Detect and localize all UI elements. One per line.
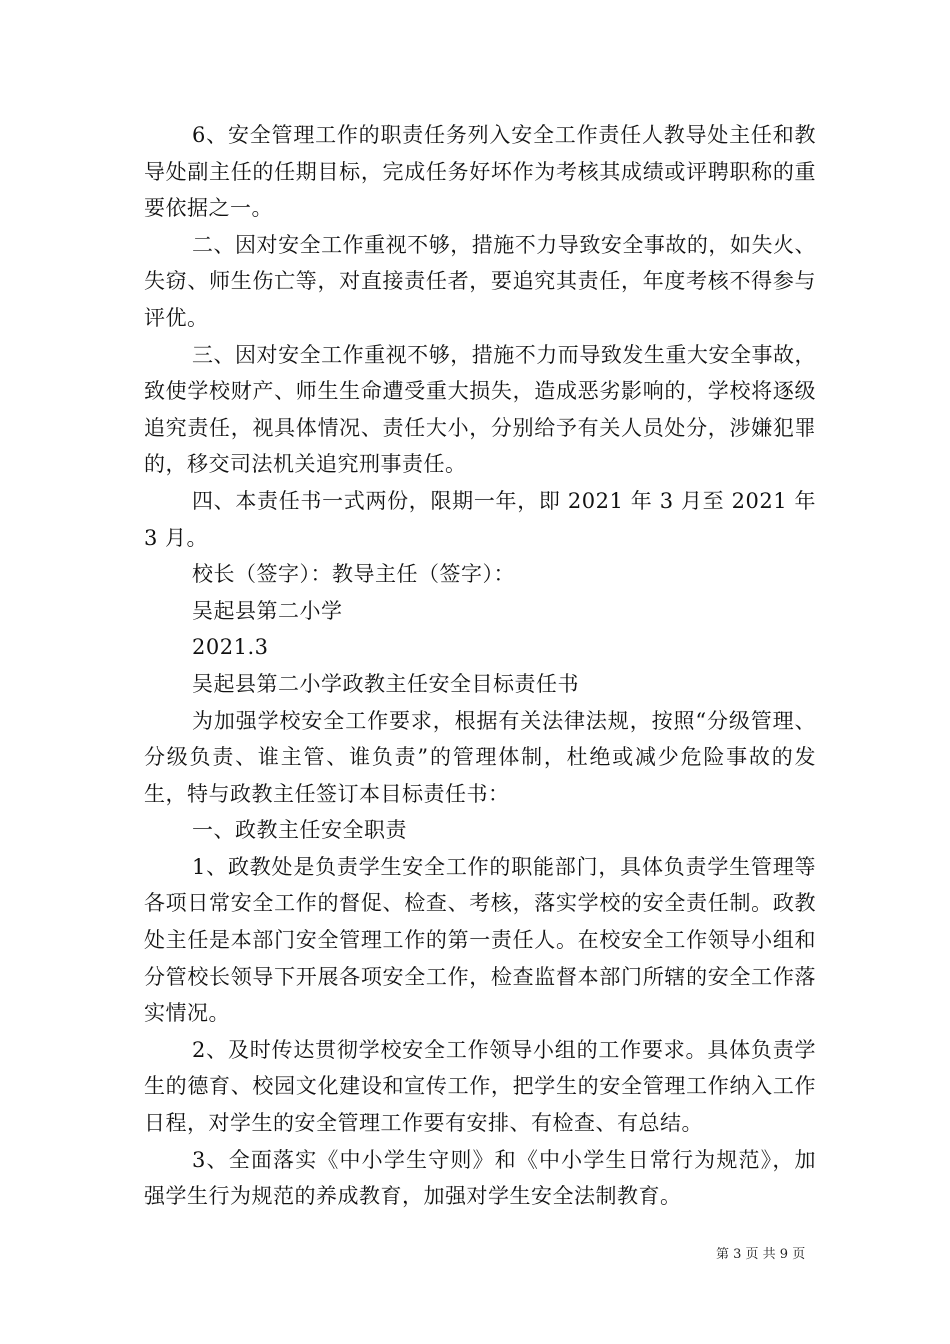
page-number: 第 3 页 共 9 页: [716, 1247, 806, 1262]
document-date: 2021.3: [192, 635, 269, 660]
paragraph-section-4: 四、本责任书一式两份，限期一年，即 2021 年 3 月至 2021 年 3 月。: [144, 488, 816, 550]
paragraph-section-2: 二、因对安全工作重视不够，措施不力导致安全事故的，如失火、失窃、师生伤亡等，对直接责任者，要追究其责任，年度考核不得参与评优。: [144, 232, 816, 330]
document-title: 吴起县第二小学政教主任安全目标责任书: [192, 671, 579, 696]
paragraph-intro: 为加强学校安全工作要求，根据有关法律法规，按照“分级管理、分级负责、谁主管、谁负责”的管理体制，杜绝或减少危险事故的发生，特与政教主任签订本目标责任书：: [144, 708, 816, 806]
paragraph-duty-2: 2、及时传达贯彻学校安全工作领导小组的工作要求。具体负责学生的德育、校园文化建设和宣传工作，把学生的安全管理工作纳入工作日程，对学生的安全管理工作要有安排、有检查、有总结。: [144, 1037, 816, 1136]
signature-line: 校长（签字）：教导主任（签字）：: [192, 562, 515, 587]
paragraph-duty-1: 1、政教处是负责学生安全工作的职能部门，具体负责学生管理等各项日常安全工作的督促、检查、考核，落实学校的安全责任制。政教处主任是本部门安全管理工作的第一责任人。在校安全工作领导小组和分管校长领导下开展各项安全工作，检查监督本部门所辖的安全工作落实情况。: [144, 854, 816, 1026]
section-heading-duties: 一、政教主任安全职责: [192, 818, 407, 843]
paragraph-item-6: 6、安全管理工作的职责任务列入安全工作责任人教导处主任和教导处副主任的任期目标，完成任务好坏作为考核其成绩或评聘职称的重要依据之一。: [144, 123, 816, 221]
paragraph-duty-3: 3、全面落实《中小学生守则》和《中小学生日常行为规范》，加强学生行为规范的养成教育，加强对学生安全法制教育。: [144, 1147, 816, 1209]
document-body: [144, 117, 816, 1215]
paragraph-section-3: 三、因对安全工作重视不够，措施不力而导致发生重大安全事故，致使学校财产、师生生命遭受重大损失，造成恶劣影响的，学校将逐级追究责任，视具体情况、责任大小，分别给予有关人员处分，涉嫌犯罪的，移交司法机关追究刑事责任。: [144, 342, 816, 477]
school-name: 吴起县第二小学: [192, 598, 343, 623]
